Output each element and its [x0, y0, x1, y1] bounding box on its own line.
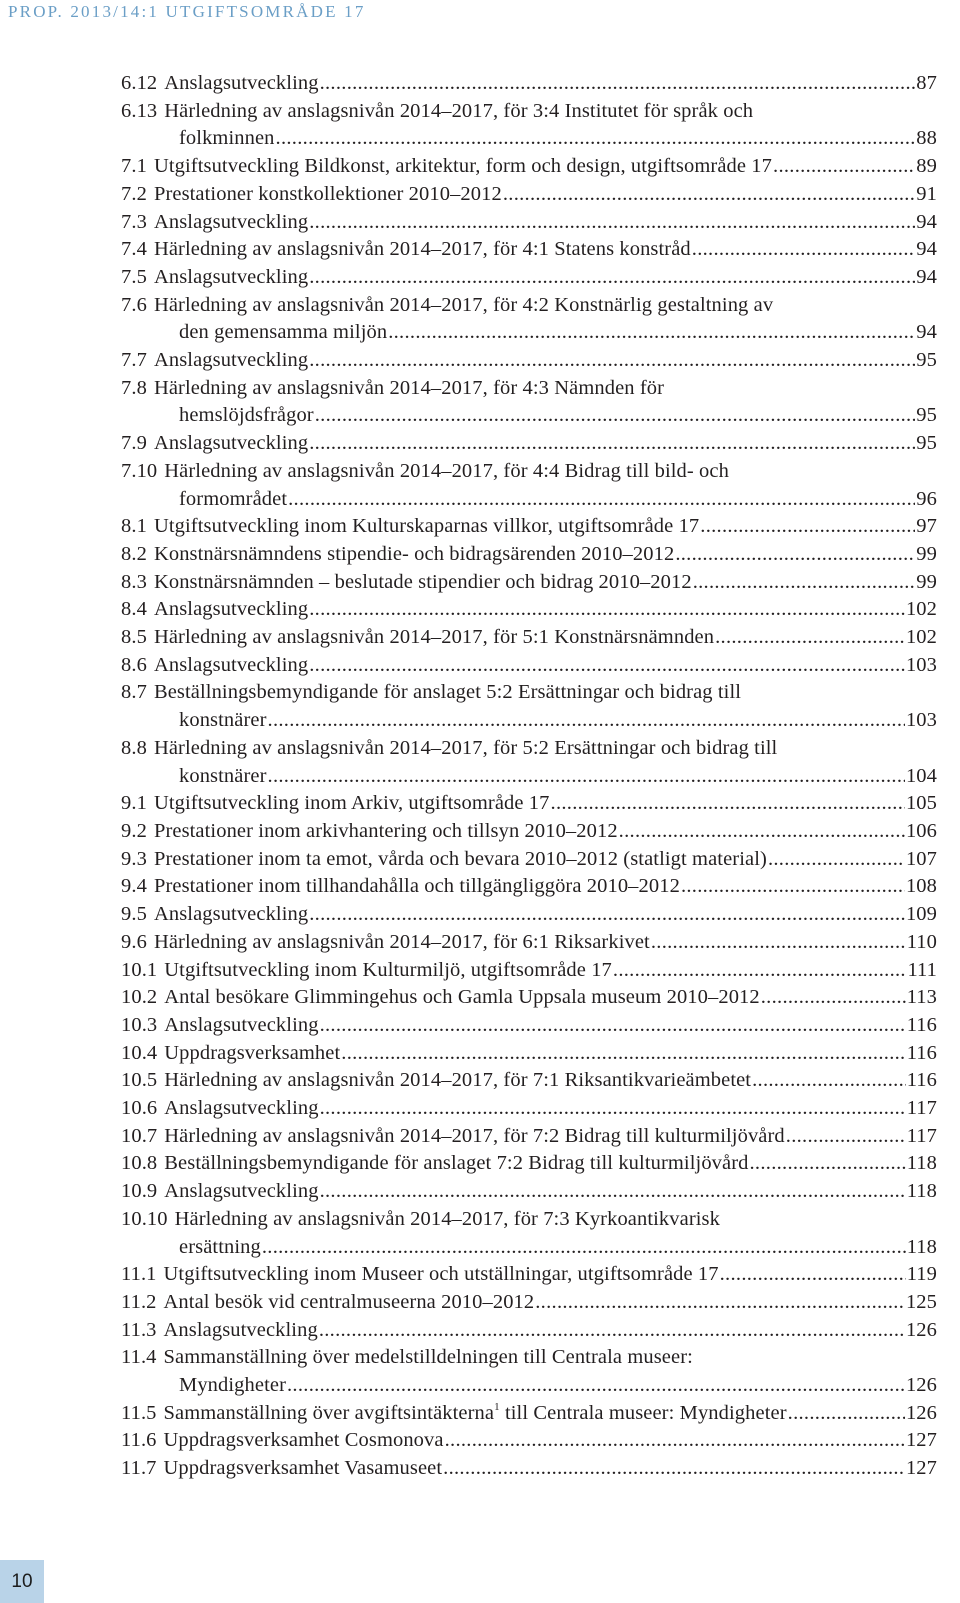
toc-entry-page: 117 [906, 1097, 937, 1120]
toc-entry-page: 116 [906, 1069, 937, 1092]
toc-entry-title: Härledning av anslagsnivån 2014–2017, för 5:1 Konstnärsnämnden [153, 626, 715, 649]
dot-leader [443, 1455, 905, 1483]
toc-entry-title: Antal besök vid centralmuseerna 2010–2012 [163, 1290, 535, 1313]
dot-leader [693, 569, 916, 597]
toc-line [121, 486, 937, 514]
dot-leader [287, 1372, 905, 1400]
toc-entry-number: 10.1 [121, 958, 158, 981]
toc-line [121, 125, 937, 153]
dot-leader [761, 984, 906, 1012]
toc-entry-page: 116 [906, 1041, 937, 1064]
toc-entry-page: 126 [905, 1318, 937, 1341]
toc-entry-number: 10.2 [121, 986, 158, 1009]
toc-entry-page: 119 [906, 1263, 937, 1286]
toc-line [121, 596, 937, 624]
toc-entry-page: 109 [905, 903, 937, 926]
toc-entry-page: 125 [905, 1290, 937, 1313]
toc-entry-page: 127 [905, 1457, 937, 1480]
toc-entry[interactable] [121, 1317, 937, 1345]
toc-entry[interactable] [121, 818, 937, 846]
table-of-contents [121, 70, 937, 1483]
toc-entry-number: 7.10 [121, 459, 158, 482]
toc-entry[interactable] [121, 1067, 937, 1095]
toc-entry[interactable] [121, 236, 937, 264]
toc-entry-page: 107 [905, 847, 937, 870]
toc-entry-number: 10.5 [121, 1069, 158, 1092]
toc-entry-number: 11.4 [121, 1346, 157, 1369]
toc-entry-number: 10.3 [121, 1013, 158, 1036]
toc-line [121, 402, 937, 430]
toc-line [121, 1067, 937, 1095]
dot-leader [288, 486, 915, 514]
toc-line [121, 458, 937, 486]
toc-entry-page: 104 [905, 764, 937, 787]
toc-entry-page: 94 [916, 321, 937, 344]
toc-entry-page: 126 [905, 1374, 937, 1397]
toc-entry[interactable] [121, 1095, 937, 1123]
toc-entry-number: 8.1 [121, 515, 147, 538]
toc-entry-title: Prestationer inom tillhandahålla och tillgängliggöra 2010–2012 [153, 875, 680, 898]
toc-entry-title: Utgiftsutveckling inom Kulturmiljö, utgiftsområde 17 [164, 958, 612, 981]
toc-entry-number: 7.2 [121, 182, 147, 205]
toc-entry[interactable] [121, 458, 937, 513]
dot-leader [613, 957, 907, 985]
toc-entry-page: 96 [916, 487, 937, 510]
toc-entry-title: Anslagsutveckling [164, 72, 319, 94]
toc-line [121, 790, 937, 818]
toc-entry-page: 117 [906, 1124, 937, 1147]
toc-entry[interactable] [121, 1012, 937, 1040]
toc-entry[interactable] [121, 929, 937, 957]
toc-line [121, 70, 937, 98]
toc-entry-page: 95 [916, 432, 937, 455]
dot-leader [276, 125, 916, 153]
toc-line [121, 375, 937, 403]
toc-line [121, 1344, 937, 1372]
dot-leader [445, 1427, 905, 1455]
toc-entry-page: 103 [905, 653, 937, 676]
dot-leader [268, 763, 905, 791]
toc-entry-number: 11.2 [121, 1290, 157, 1313]
toc-line [121, 1178, 937, 1206]
toc-entry-number: 11.7 [121, 1457, 157, 1480]
dot-leader [320, 1178, 906, 1206]
toc-entry-title: Härledning av anslagsnivån 2014–2017, för 4:1 Statens konstråd [153, 238, 691, 261]
toc-entry-page: 97 [916, 515, 937, 538]
toc-entry-page: 127 [905, 1429, 937, 1452]
toc-entry-title: Härledning av anslagsnivån 2014–2017, för 4:3 Nämnden för [153, 376, 665, 399]
dot-leader [773, 153, 915, 181]
toc-line [121, 430, 937, 458]
toc-entry[interactable] [121, 1178, 937, 1206]
toc-entry[interactable] [121, 1040, 937, 1068]
toc-line [121, 1123, 937, 1151]
toc-entry[interactable] [121, 292, 937, 347]
toc-entry-page: 103 [905, 709, 937, 732]
toc-entry-title: Prestationer inom ta emot, vårda och bevara 2010–2012 (statligt material) [153, 847, 767, 870]
dot-leader [309, 264, 915, 292]
dot-leader [268, 707, 905, 735]
toc-entry-number: 9.4 [121, 875, 147, 898]
dot-leader [675, 541, 915, 569]
page-number: 10 [11, 1570, 33, 1592]
toc-line [121, 541, 937, 569]
toc-entry[interactable] [121, 430, 937, 458]
toc-line [121, 1206, 937, 1234]
dot-leader [535, 1289, 905, 1317]
toc-entry-number: 7.4 [121, 238, 147, 261]
toc-entry-title: Prestationer inom arkivhantering och tillsyn 2010–2012 [153, 819, 618, 842]
dot-leader [551, 790, 905, 818]
toc-entry-title: Utgiftsutveckling inom Museer och utställningar, utgiftsområde 17 [163, 1263, 719, 1286]
toc-line [121, 181, 937, 209]
toc-line [121, 901, 937, 929]
toc-entry-page: 110 [906, 930, 937, 953]
toc-entry-title: Anslagsutveckling [153, 210, 309, 233]
toc-line [121, 1261, 937, 1289]
dot-leader [788, 1400, 905, 1428]
dot-leader [309, 652, 905, 680]
dot-leader [750, 1150, 906, 1178]
toc-entry-title: Härledning av anslagsnivån 2014–2017, för 7:2 Bidrag till kulturmiljövård [164, 1124, 785, 1147]
dot-leader [700, 513, 915, 541]
dot-leader [315, 402, 916, 430]
dot-leader [309, 209, 915, 237]
toc-entry-number: 10.8 [121, 1152, 158, 1175]
toc-entry[interactable] [121, 1123, 937, 1151]
dot-leader [619, 818, 905, 846]
toc-entry-page: 102 [905, 598, 937, 621]
toc-line [121, 1289, 937, 1317]
toc-line [121, 1012, 937, 1040]
toc-entry[interactable] [121, 1206, 937, 1261]
toc-line [121, 1150, 937, 1178]
toc-entry[interactable] [121, 873, 937, 901]
toc-entry-page: 99 [916, 542, 937, 565]
toc-entry-title: Antal besökare Glimmingehus och Gamla Uppsala museum 2010–2012 [164, 986, 760, 1009]
toc-entry-page: 87 [916, 72, 937, 94]
toc-entry[interactable] [121, 679, 937, 734]
toc-entry-page: 116 [906, 1013, 937, 1036]
toc-entry-number: 7.1 [121, 155, 147, 178]
toc-entry-page: 94 [916, 210, 937, 233]
toc-line [121, 347, 937, 375]
toc-entry-title: Anslagsutveckling [153, 432, 309, 455]
toc-entry-title: Härledning av anslagsnivån 2014–2017, för 3:4 Institutet för språk och [164, 99, 754, 122]
toc-entry-title: Beställningsbemyndigande för anslaget 5:2 Ersättningar och bidrag till [153, 681, 742, 704]
toc-entry-title: Uppdragsverksamhet [164, 1041, 341, 1064]
dot-leader [341, 1040, 905, 1068]
toc-entry-title: Härledning av anslagsnivån 2014–2017, för 7:1 Riksantikvarieämbetet [164, 1069, 752, 1092]
toc-line [121, 1400, 937, 1428]
dot-leader [309, 901, 905, 929]
toc-entry-number: 11.5 [121, 1401, 157, 1424]
toc-entry-title: Härledning av anslagsnivån 2014–2017, för 6:1 Riksarkivet [153, 930, 650, 953]
toc-entry-number: 9.3 [121, 847, 147, 870]
dot-leader [319, 1317, 905, 1345]
toc-entry-number: 7.5 [121, 265, 147, 288]
toc-line [121, 735, 937, 763]
toc-entry[interactable] [121, 1455, 937, 1483]
toc-entry-title: formområdet [179, 487, 288, 510]
toc-entry-number: 6.12 [121, 72, 158, 94]
toc-line [121, 1317, 937, 1345]
toc-entry-number: 11.1 [121, 1263, 157, 1286]
dot-leader [309, 596, 905, 624]
toc-entry[interactable] [121, 513, 937, 541]
toc-line [121, 1372, 937, 1400]
dot-leader [320, 1095, 906, 1123]
toc-entry-page: 94 [916, 265, 937, 288]
footnote-marker: 1 [494, 1400, 500, 1413]
toc-entry-title: Anslagsutveckling [153, 349, 309, 372]
toc-entry-title: Anslagsutveckling [164, 1097, 319, 1120]
toc-line [121, 957, 937, 985]
dot-leader [309, 430, 915, 458]
dot-leader [320, 70, 916, 98]
toc-line [121, 209, 937, 237]
toc-entry-title: Härledning av anslagsnivån 2014–2017, för 7:3 Kyrkoantikvarisk [174, 1207, 720, 1230]
toc-entry-title: Konstnärsnämndens stipendie- och bidragsärenden 2010–2012 [153, 542, 675, 565]
toc-entry-number: 8.6 [121, 653, 147, 676]
toc-entry[interactable] [121, 1344, 937, 1399]
toc-entry-title: Härledning av anslagsnivån 2014–2017, för 5:2 Ersättningar och bidrag till [153, 736, 778, 759]
toc-line [121, 652, 937, 680]
toc-entry-title: hemslöjdsfrågor [179, 404, 314, 427]
dot-leader [388, 319, 915, 347]
toc-entry-title: Utgiftsutveckling inom Kulturskaparnas villkor, utgiftsområde 17 [153, 515, 700, 538]
toc-entry[interactable] [121, 984, 937, 1012]
dot-leader [692, 236, 916, 264]
toc-entry[interactable] [121, 375, 937, 430]
toc-entry-title: Myndigheter [179, 1374, 286, 1397]
toc-entry-page: 118 [906, 1152, 937, 1175]
dot-leader [681, 873, 905, 901]
toc-entry[interactable] [121, 1289, 937, 1317]
toc-entry-number: 7.8 [121, 376, 147, 399]
toc-entry-number: 9.2 [121, 819, 147, 842]
toc-line [121, 236, 937, 264]
toc-entry-title: Sammanställning över medelstilldelningen till Centrala museer: [163, 1346, 693, 1369]
toc-entry[interactable] [121, 624, 937, 652]
toc-entry[interactable] [121, 98, 937, 153]
toc-entry-title [164, 1400, 787, 1428]
toc-line [121, 929, 937, 957]
toc-line [121, 1455, 937, 1483]
toc-entry-page: 94 [916, 238, 937, 261]
toc-entry-page: 102 [905, 626, 937, 649]
dot-leader [503, 181, 915, 209]
toc-entry-title: Härledning av anslagsnivån 2014–2017, för 4:2 Konstnärlig gestaltning av [153, 293, 774, 316]
dot-leader [320, 1012, 906, 1040]
toc-entry-title: Utgiftsutveckling inom Arkiv, utgiftsområde 17 [153, 792, 550, 815]
toc-line [121, 264, 937, 292]
toc-entry-title: Anslagsutveckling [153, 653, 309, 676]
dot-leader [720, 1261, 906, 1289]
toc-entry-number: 8.3 [121, 570, 147, 593]
toc-entry-page: 118 [906, 1235, 937, 1258]
toc-entry-number: 10.7 [121, 1124, 158, 1147]
toc-entry-number: 8.2 [121, 542, 147, 565]
toc-entry-number: 9.6 [121, 930, 147, 953]
toc-entry-title: Anslagsutveckling [164, 1013, 319, 1036]
toc-entry-number: 10.9 [121, 1180, 158, 1203]
toc-entry-page: 95 [916, 349, 937, 372]
toc-entry-number: 6.13 [121, 99, 158, 122]
toc-entry-title: den gemensamma miljön [179, 321, 388, 344]
dot-leader [752, 1067, 906, 1095]
dot-leader [715, 624, 905, 652]
toc-entry-title: folkminnen [179, 127, 275, 150]
toc-line [121, 1427, 937, 1455]
toc-entry[interactable] [121, 1150, 937, 1178]
toc-entry-page: 106 [905, 819, 937, 842]
toc-entry-page: 126 [905, 1401, 937, 1424]
toc-entry-number: 9.1 [121, 792, 147, 815]
toc-entry-title: Anslagsutveckling [164, 1180, 319, 1203]
toc-entry-title: Härledning av anslagsnivån 2014–2017, för 4:4 Bidrag till bild- och [164, 459, 729, 482]
toc-entry-number: 8.8 [121, 736, 147, 759]
toc-entry-page: 113 [906, 986, 937, 1009]
toc-entry-number: 10.4 [121, 1041, 158, 1064]
toc-line [121, 679, 937, 707]
toc-entry-page: 105 [905, 792, 937, 815]
toc-entry-title-part: Sammanställning över avgiftsintäkterna [163, 1401, 495, 1424]
toc-line [121, 763, 937, 791]
toc-line [121, 1040, 937, 1068]
toc-entry-number: 7.9 [121, 432, 147, 455]
toc-line [121, 319, 937, 347]
toc-entry[interactable] [121, 209, 937, 237]
toc-entry-title: konstnärer [179, 764, 267, 787]
dot-leader [309, 347, 915, 375]
toc-entry[interactable] [121, 181, 937, 209]
toc-entry-number: 10.6 [121, 1097, 158, 1120]
toc-entry[interactable] [121, 569, 937, 597]
toc-entry-title: Prestationer konstkollektioner 2010–2012 [153, 182, 502, 205]
toc-line [121, 624, 937, 652]
toc-entry[interactable] [121, 652, 937, 680]
toc-entry-number: 7.7 [121, 349, 147, 372]
toc-line [121, 818, 937, 846]
toc-line [121, 707, 937, 735]
toc-line [121, 873, 937, 901]
toc-entry[interactable] [121, 541, 937, 569]
toc-entry-number: 8.5 [121, 626, 147, 649]
toc-line [121, 292, 937, 320]
toc-entry-number: 7.6 [121, 293, 147, 316]
toc-entry-number: 7.3 [121, 210, 147, 233]
toc-entry-title: konstnärer [179, 709, 267, 732]
toc-entry-number: 11.3 [121, 1318, 157, 1341]
toc-entry-number: 10.10 [121, 1207, 168, 1230]
toc-entry[interactable] [121, 901, 937, 929]
toc-entry-title: Utgiftsutveckling Bildkonst, arkitektur, form och design, utgiftsområde 17 [153, 155, 773, 178]
toc-line [121, 153, 937, 181]
dot-leader [768, 846, 905, 874]
toc-entry-page: 95 [916, 404, 937, 427]
toc-entry[interactable] [121, 846, 937, 874]
toc-line [121, 98, 937, 126]
toc-line [121, 569, 937, 597]
toc-entry-page: 88 [916, 127, 937, 150]
toc-entry[interactable] [121, 1427, 937, 1455]
dot-leader [651, 929, 906, 957]
toc-line [121, 513, 937, 541]
toc-entry[interactable] [121, 957, 937, 985]
toc-entry-page: 99 [916, 570, 937, 593]
toc-entry-page: 108 [905, 875, 937, 898]
toc-entry-title: Anslagsutveckling [153, 598, 309, 621]
toc-entry-title: Anslagsutveckling [153, 903, 309, 926]
toc-entry-title: ersättning [179, 1235, 261, 1258]
toc-entry-title: Anslagsutveckling [153, 265, 309, 288]
toc-entry-title: Uppdragsverksamhet Vasamuseet [163, 1457, 443, 1480]
dot-leader [786, 1123, 906, 1151]
toc-entry[interactable] [121, 153, 937, 181]
toc-entry[interactable] [121, 70, 937, 98]
toc-entry-page: 89 [916, 155, 937, 178]
toc-entry-title-part: till Centrala museer: Myndigheter [499, 1401, 787, 1424]
toc-line [121, 984, 937, 1012]
page-number-badge [0, 1560, 44, 1603]
toc-line [121, 1095, 937, 1123]
toc-entry[interactable] [121, 596, 937, 624]
toc-line [121, 846, 937, 874]
toc-entry-number: 9.5 [121, 903, 147, 926]
toc-entry-page: 91 [916, 182, 937, 205]
toc-entry[interactable] [121, 1261, 937, 1289]
toc-entry[interactable] [121, 790, 937, 818]
toc-entry[interactable] [121, 1400, 937, 1428]
toc-entry-title: Uppdragsverksamhet Cosmonova [163, 1429, 444, 1452]
toc-entry-page: 118 [906, 1180, 937, 1203]
toc-entry-title: Konstnärsnämnden – beslutade stipendier och bidrag 2010–2012 [153, 570, 692, 593]
toc-entry[interactable] [121, 264, 937, 292]
toc-entry-page: 111 [907, 958, 937, 981]
toc-line [121, 1234, 937, 1262]
toc-entry-title: Anslagsutveckling [163, 1318, 318, 1341]
running-head: PROP. 2013/14:1 UTGIFTSOMRÅDE 17 [8, 2, 366, 21]
toc-entry-number: 11.6 [121, 1429, 157, 1452]
toc-entry[interactable] [121, 347, 937, 375]
toc-entry-number: 8.7 [121, 681, 147, 704]
toc-entry-title: Beställningsbemyndigande för anslaget 7:2 Bidrag till kulturmiljövård [164, 1152, 749, 1175]
dot-leader [262, 1234, 906, 1262]
toc-entry-number: 8.4 [121, 598, 147, 621]
toc-entry[interactable] [121, 735, 937, 790]
